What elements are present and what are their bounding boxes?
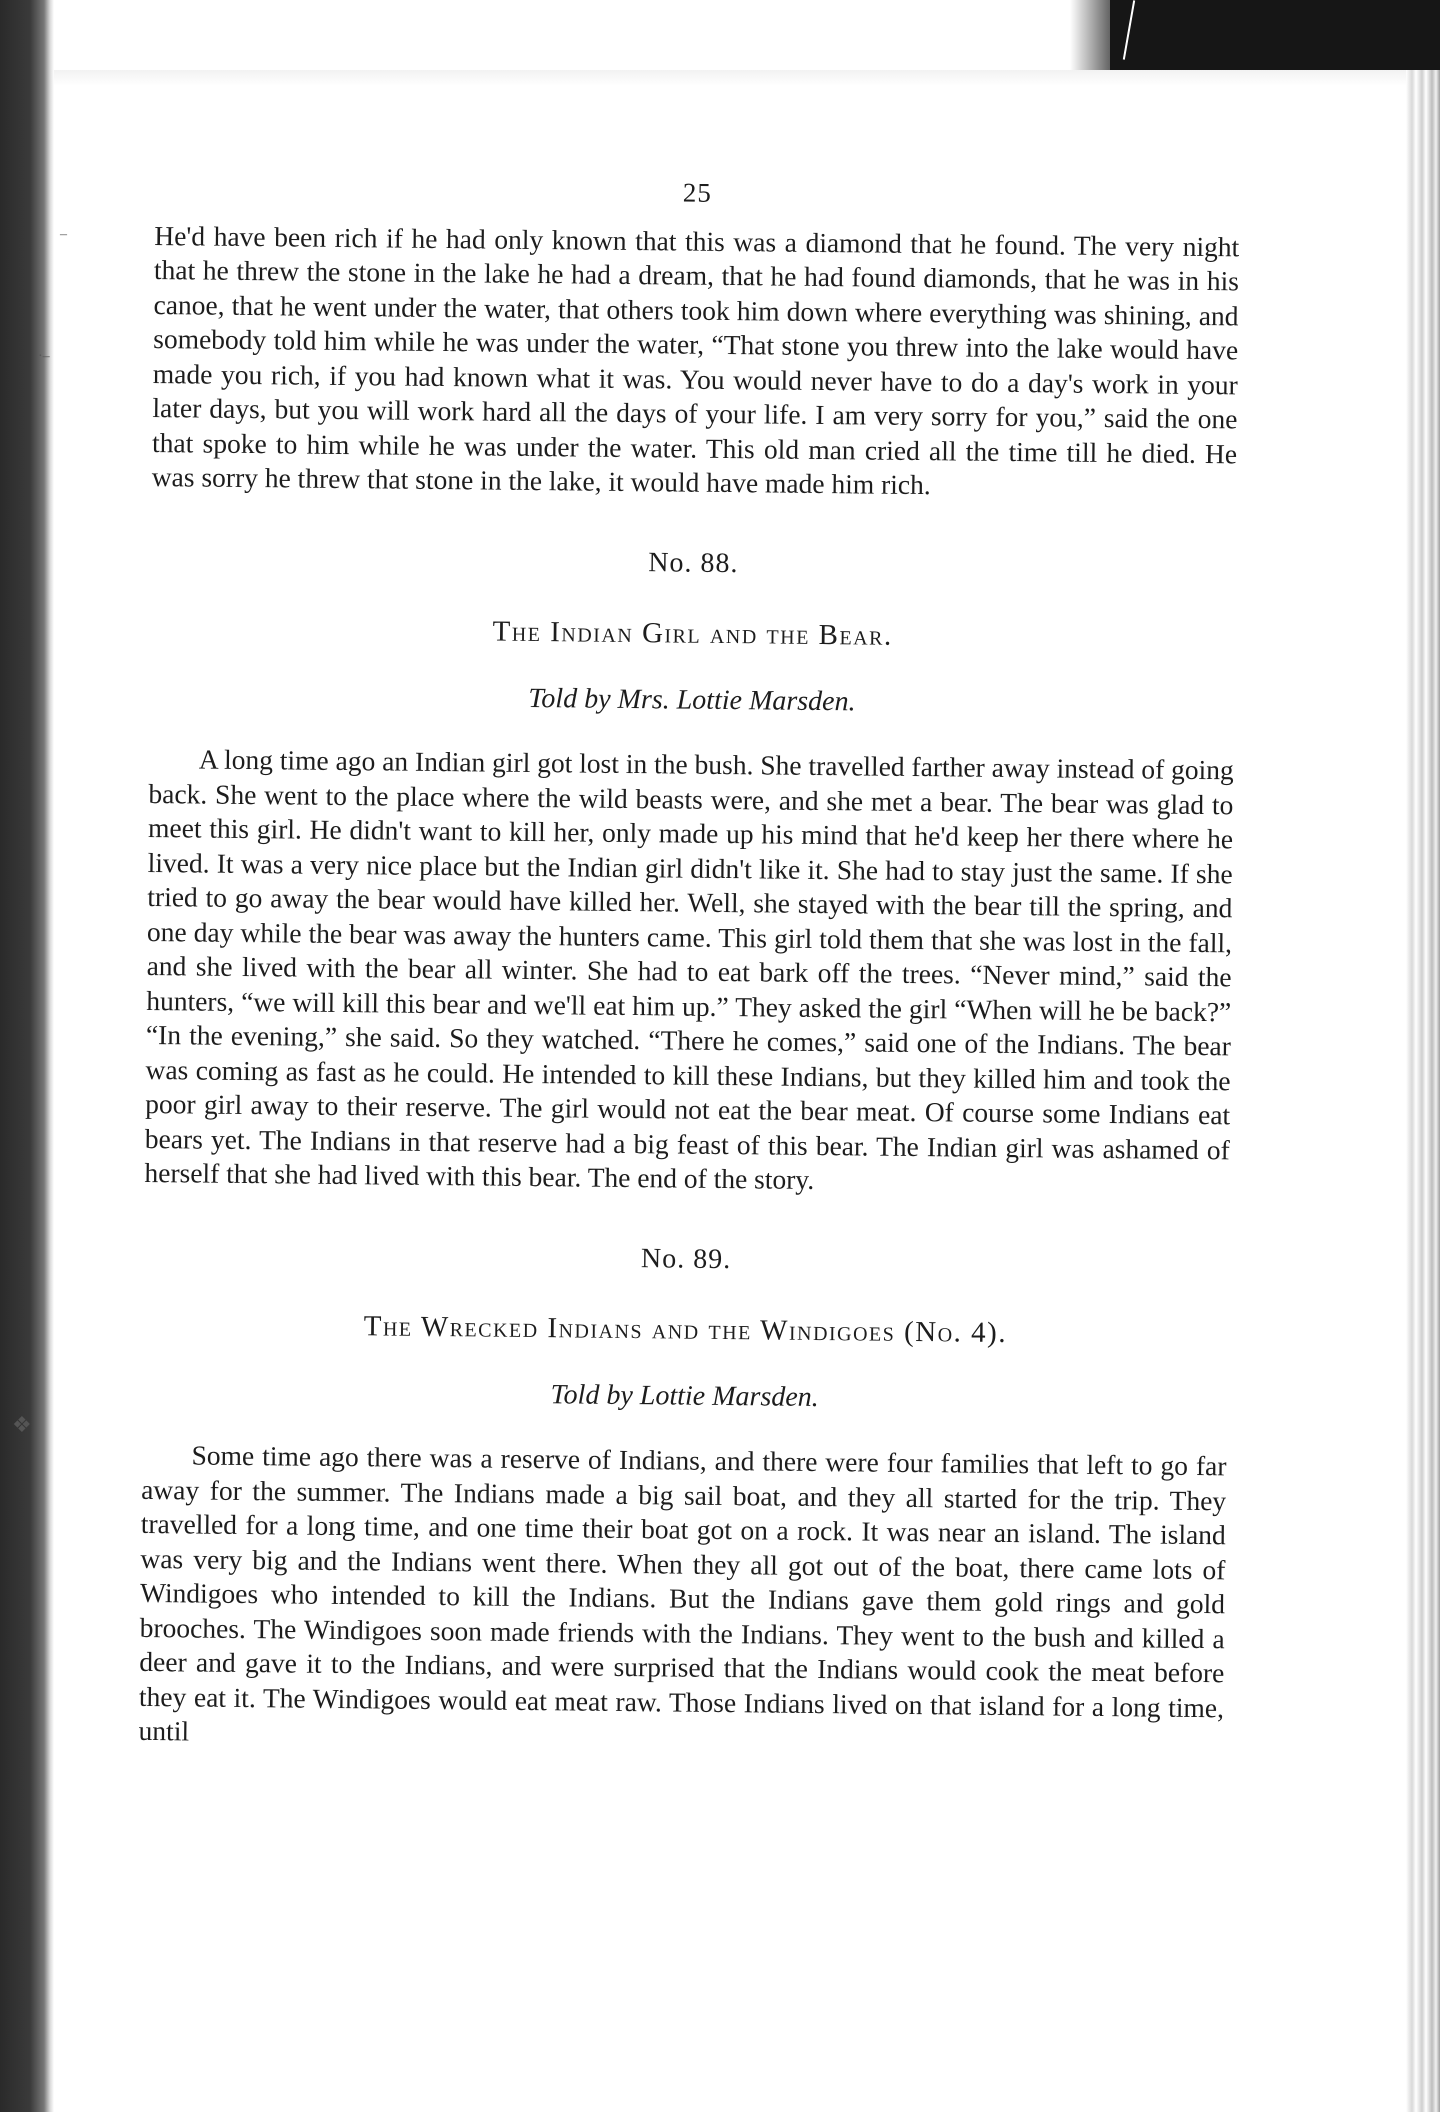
margin-tick-mark: ·– xyxy=(38,349,50,364)
page-edge-stack xyxy=(1406,70,1440,2112)
story-text: Some time ago there was a reserve of Indians, and there were four families that left to go far away for the summer. The Indians made a big sail boat, and they all started for the trip. They travelled for a long time, and one time their boat got on a rock. It was near an island. The island was very big and the Indians went there. When they all got out of the boat, there came lots of Windigoes who intended to kill the Indians. But the Indians gave them gold rings and gold brooches. The Windigoes soon made friends with the Indians. They went to the bush and killed a deer and gave it to the Indians, and were surprised that the Indians would cook the meat before they eat it. The Windigoes would eat meat raw. Those Indians lived on that island for a long time, until xyxy=(138,1439,1227,1747)
continued-paragraph: He'd have been rich if he had only known that this was a diamond that he found. The very night that he threw the stone in the lake he had a dream, that he had found diamonds, that he was in his canoe, that he went under the water, that others took him down where everything was shining, and somebody told him while he was under the water, “That stone you threw into the lake would have made you rich, if you had known what it was. You would never have to do a day's work in your later days, but you will work hard all the days of your life. I am very sorry for you,” said the one that spoke to him while he was under the water. This old man cried all the time till he died. He was sorry he threw that stone in the lake, it would have made him rich. xyxy=(151,219,1240,501)
story-section xyxy=(144,540,1236,1201)
page-body xyxy=(138,170,1239,1760)
story-title: The Wrecked Indians and the Windigoes (No. 4). xyxy=(363,1310,1008,1349)
story-teller: Told by Lottie Marsden. xyxy=(550,1378,819,1413)
binding-shadow xyxy=(0,0,54,2112)
margin-tick-mark: – xyxy=(60,227,67,242)
story-text: A long time ago an Indian girl got lost in the bush. She travelled farther away instead of going back. She went to the place where the wild beasts were, and she met a bear. The bear was glad to meet this girl. He didn't want to kill her, only made up his mind that he'd keep her there where he lived. It was a very nice place but the Indian girl didn't like it. She had to stay just the same. If she tried to go away the bear would have killed her. Well, she stayed with the bear till the spring, and one day while the bear was away the hunters came. This girl told them that she was lost in the fall, and she lived with the bear all winter. She had to eat bark off the trees. “Never mind,” said the hunters, “we will kill this bear and we'll eat him up.” They asked the girl “When will he be back?” “In the evening,” she said. So they watched. “There he comes,” said one of the Indians. The bear was coming as fast as he could. He intended to kill these Indians, but they killed him and took the poor girl away to their reserve. The girl would not eat the bear meat. Of course some Indians eat bears yet. The Indians in that reserve had a big feast of this bear. The Indian girl was ashamed of herself that she had lived with this bear. The end of the story. xyxy=(144,743,1234,1195)
page-top-shadow xyxy=(54,70,1410,86)
story-number: No. 88. xyxy=(648,546,739,579)
story-section xyxy=(138,1236,1228,1759)
margin-registration-mark: ❖ xyxy=(12,1412,32,1437)
story-title: The Indian Girl and the Bear. xyxy=(492,615,893,652)
story-number: No. 89. xyxy=(640,1242,732,1275)
page-number: 25 xyxy=(682,177,712,208)
story-teller: Told by Mrs. Lottie Marsden. xyxy=(528,682,856,717)
